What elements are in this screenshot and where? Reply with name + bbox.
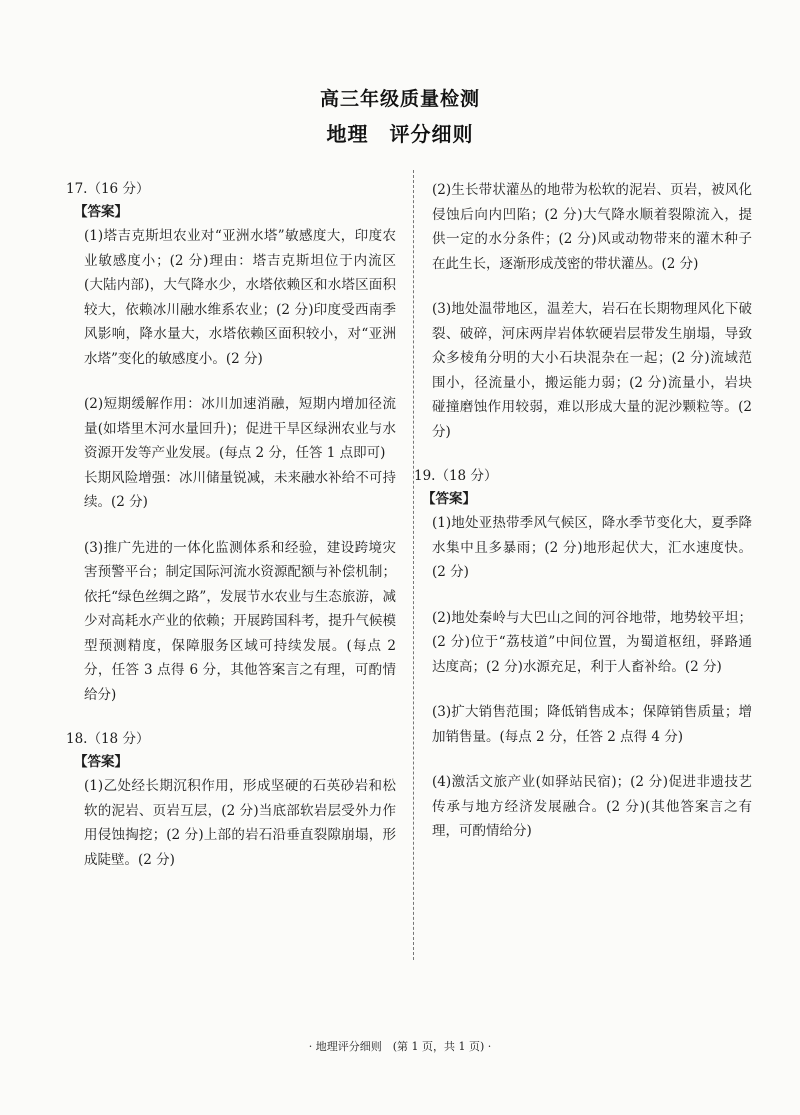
q19-answer-3: (3)扩大销售范围；降低销售成本；保障销售质量；增加销售量。(每点 2 分，任答 2 点得 4 分) (432, 704, 752, 745)
question-17-number: 17.（16 分） (66, 181, 150, 197)
q18-answer-1: (1)乙处经长期沉积作用，形成坚硬的石英砂岩和松软的泥岩、页岩互层，(2 分)当底部软岩层受外力作用侵蚀掏挖；(2 分)上部的岩石沿垂直裂隙崩塌，形成陡壁。(2 分) (84, 778, 396, 868)
page-footer: · 地理评分细则 (第 1 页，共 1 页) · (308, 1040, 492, 1053)
q19-answer-4: (4)激活文旅产业(如驿站民宿)；(2 分)促进非遗技艺传承与地方经济发展融合。(2 分)(其他答案言之有理，可酌情给分) (432, 774, 752, 839)
question-19-answer-tag: 【答案】 (422, 491, 476, 507)
page-title: 高三年级质量检测 (319, 88, 480, 110)
left-column (66, 178, 396, 872)
column-divider (413, 170, 414, 960)
q18-answer-2: (2)生长带状灌丛的地带为松软的泥岩、页岩，被风化侵蚀后向内凹陷；(2 分)大气降水顺着裂隙流入，提供一定的水分条件；(2 分)风或动物带来的灌木种子在此生长，逐渐形成茂密的带状灌丛。(2 分) (432, 182, 752, 272)
question-18-number: 18.（18 分） (66, 731, 150, 747)
page-subtitle: 地理 评分细则 (326, 122, 474, 146)
q19-answer-1: (1)地处亚热带季风气候区，降水季节变化大，夏季降水集中且多暴雨；(2 分)地形起伏大，汇水速度快。(2 分) (432, 515, 752, 580)
question-18-answer-tag: 【答案】 (74, 754, 128, 770)
question-17-answer-tag: 【答案】 (74, 204, 128, 220)
q17-answer-2: (2)短期缓解作用：冰川加速消融，短期内增加径流量(如塔里木河水量回升)；促进干旱区绿洲农业与水资源开发等产业发展。(每点 2 分，任答 1 点即可) (84, 396, 396, 461)
question-19-number: 19.（18 分） (414, 468, 498, 484)
q17-answer-3: (3)推广先进的一体化监测体系和经验，建设跨境灾害预警平台；制定国际河流水资源配额与补偿机制；依托“绿色丝绸之路”，发展节水农业与生态旅游，减少对高耗水产业的依赖；开展跨国科考，提升气候模型预测精度，保障服务区域可持续发展。(每点 2 分，任答 3 点得 6 分，其他答案言之有理，可酌情给分) (84, 539, 396, 703)
q17-answer-1: (1)塔吉克斯坦农业对“亚洲水塔”敏感度大，印度农业敏感度小；(2 分)理由：塔吉克斯坦位于内流区(大陆内部)，大气降水少，水塔依赖区和水塔区面积较大，依赖冰川融水维系农业；(2 分)印度受西南季风影响，降水量大，水塔依赖区面积较小，对“亚洲水塔”变化的敏感度小。(2 分) (84, 228, 396, 367)
right-column (414, 178, 752, 844)
q17-answer-2b: 长期风险增强：冰川储量锐减，未来融水补给不可持续。(2 分) (84, 469, 396, 510)
q19-answer-2: (2)地处秦岭与大巴山之间的河谷地带，地势较平坦；(2 分)位于“荔枝道”中间位置，为蜀道枢纽，驿路通达度高；(2 分)水源充足，利于人畜补给。(2 分) (432, 609, 752, 675)
q18-answer-3: (3)地处温带地区，温差大，岩石在长期物理风化下破裂、破碎，河床两岸岩体软硬岩层带发生崩塌，导致众多棱角分明的大小石块混杂在一起；(2 分)流域范围小，径流量小，搬运能力弱；(2 分)流量小，岩块碰撞磨蚀作用较弱，难以形成大量的泥沙颗粒等。(2 分) (432, 301, 752, 440)
